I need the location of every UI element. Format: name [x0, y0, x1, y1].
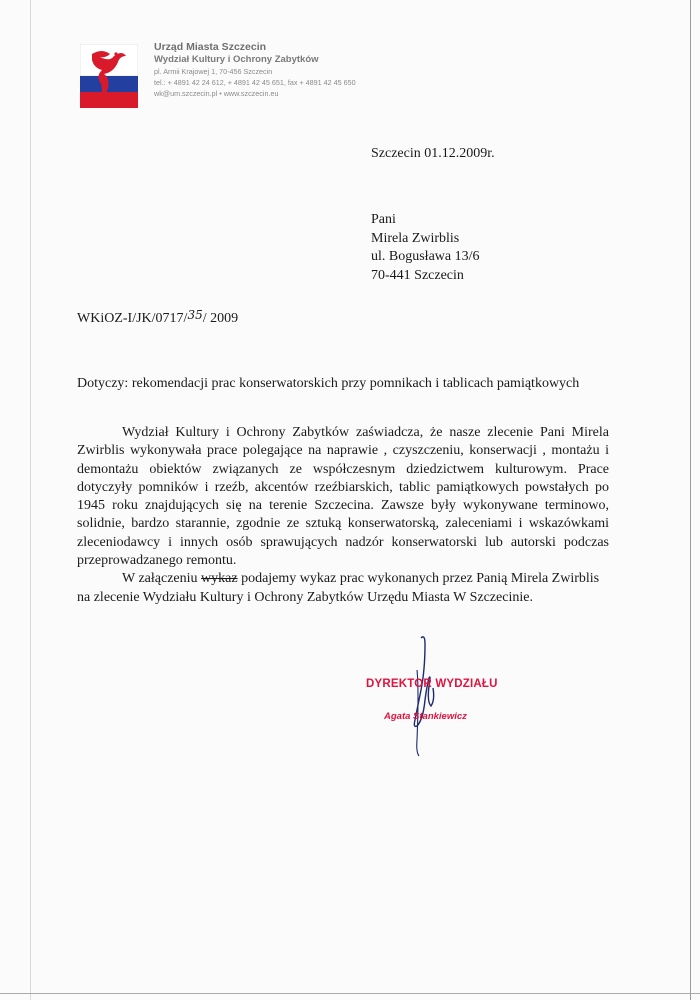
- scan-edge-right: [690, 0, 691, 1000]
- recipient-line: 70-441 Szczecin: [371, 267, 464, 283]
- recipient-block: [371, 211, 480, 285]
- letter-body: [77, 424, 609, 607]
- reference-number: [77, 308, 239, 327]
- paragraph-text: W załączeniu: [122, 571, 202, 587]
- letterhead-phone: tel.: + 4891 42 24 612, + 4891 42 45 651, fax + 4891 42 45 650: [154, 78, 356, 87]
- letterhead-department: Wydział Kultury i Ochrony Zabytków: [154, 54, 319, 65]
- scan-edge-bottom: [0, 993, 700, 994]
- reference-suffix: / 2009: [202, 311, 239, 326]
- director-stamp-title: DYREKTOR WYDZIAŁU: [366, 678, 498, 690]
- letter-date: Szczecin 01.12.2009r.: [371, 146, 495, 161]
- handwritten-signature: [395, 630, 455, 760]
- scan-artifact-line: [30, 0, 31, 1000]
- recipient-line: Pani: [371, 212, 396, 227]
- letterhead-org: Urząd Miasta Szczecin: [154, 41, 267, 53]
- director-stamp-name: Agata Stankiewicz: [384, 711, 467, 722]
- body-paragraph: Wydział Kultury i Ochrony Zabytków zaświadcza, że nasze zlecenie Pani Mirela Zwirblis wykonywała prace polegające na naprawie , czyszczeniu, konserwacji , montażu i demontażu obiektów związanych ze współczesnym dziedzictwem kulturowym. Prace dotyczyły pomników i rzeźb, akcentów rzeźbiarskich, tablic pamiątkowych powstałych po 1945 roku znajdujących się na terenie Szczecina. Zawsze były wykonywane terminowo, solidnie, bardzo starannie, zgodnie ze sztuką konserwatorską, zaleceniami i wskazówkami zleceniodawcy i innych osób sprawujących nadzór konserwatorski lub autorski podczas przeprowadzanego remontu.: [77, 425, 609, 569]
- recipient-line: ul. Bogusława 13/6: [371, 249, 480, 264]
- letterhead-contact: wk@um.szczecin.pl • www.szczecin.eu: [154, 89, 279, 98]
- reference-handwritten: 35: [187, 308, 203, 322]
- body-paragraph: [77, 570, 609, 607]
- struck-word: wykaz: [201, 571, 238, 587]
- szczecin-griffin-logo-icon: [80, 44, 138, 108]
- letterhead: [154, 41, 356, 99]
- recipient-line: Mirela Zwirblis: [371, 230, 460, 246]
- reference-prefix: WKiOZ-I/JK/0717/: [77, 311, 188, 326]
- letter-subject: Dotyczy: rekomendacji prac konserwatorskich przy pomnikach i tablicach pamiątkowych: [77, 376, 580, 391]
- letterhead-address: pl. Armii Krajowej 1, 70-456 Szczecin: [154, 67, 273, 76]
- paragraph-text: podajemy wykaz prac wykonanych przez Panią Mirela Zwirblis na zlecenie Wydziału Kultury i Ochrony Zabytków Urzędu Miasta W Szczecinie.: [77, 571, 600, 605]
